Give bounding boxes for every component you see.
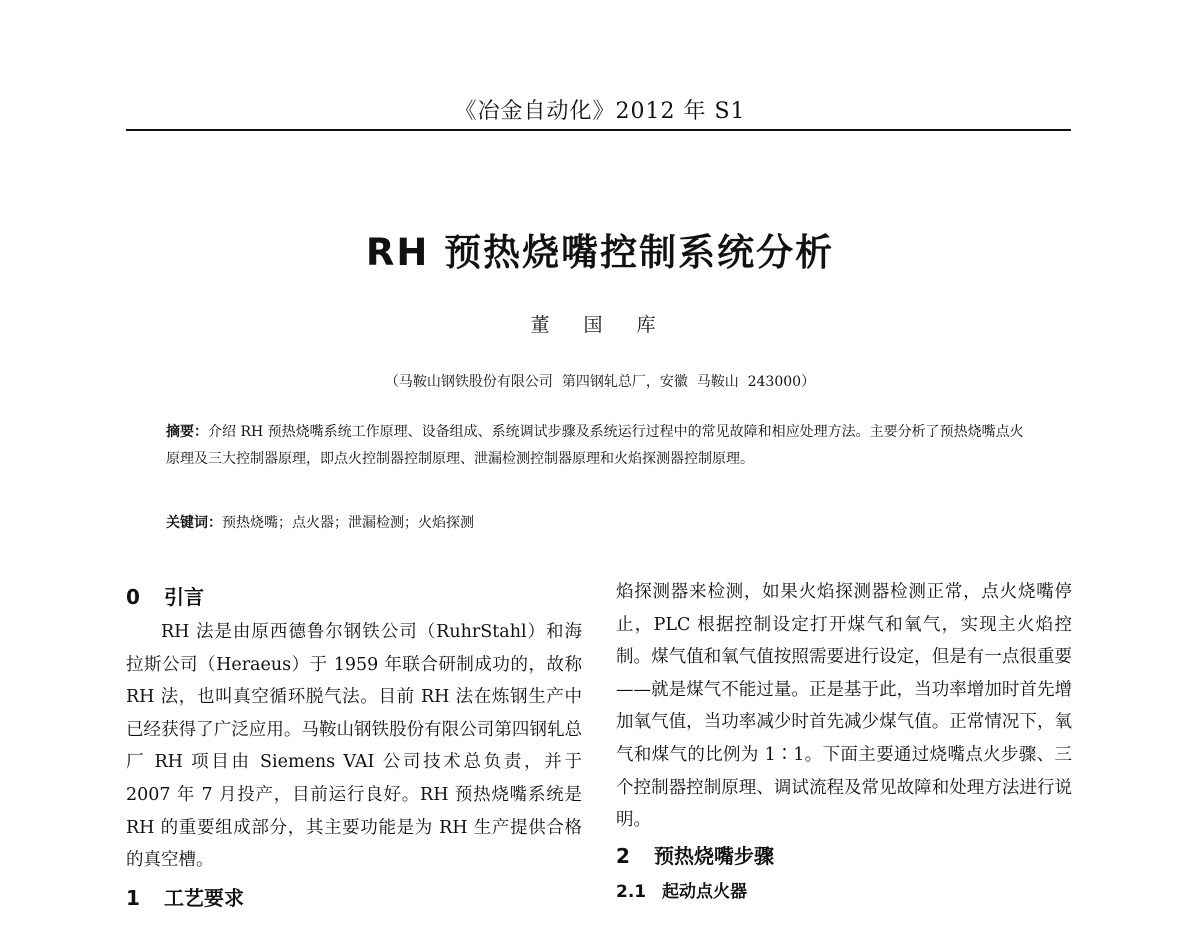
section-heading-process-requirements xyxy=(126,879,582,917)
section-title: 预热烧嘴步骤 xyxy=(654,843,774,868)
abstract-text: 介绍 RH 预热烧嘴系统工作原理、设备组成、系统调试步骤及系统运行过程中的常见故障和相应处理方法。主要分析了预热烧嘴点火原理及三大控制器原理，即点火控制器控制原理、泄漏检测控制器原理和火焰探测器控制原理。 xyxy=(166,424,1024,467)
section-heading-introduction xyxy=(126,578,582,616)
section-heading-burner-steps xyxy=(616,837,1072,875)
abstract xyxy=(166,419,1036,473)
journal-header: 《冶金自动化》2012 年 S1 xyxy=(454,99,746,124)
section-number: 2 xyxy=(616,843,630,868)
intro-paragraph: RH 法是由原西德鲁尔钢铁公司（RuhrStahl）和海拉斯公司（Heraeus）于 1959 年联合研制成功的，故称 RH 法，也叫真空循环脱气法。目前 RH 法在炼钢生产中已经获得了广泛应用。马鞍山钢铁股份有限公司第四钢轧总厂 RH 项目由 Siemens VAI 公司技术总负责，并于 2007 年 7 月投产，目前运行良好。RH 预热烧嘴系统是 RH 的重要组成部分，其主要功能是为 RH 生产提供合格的真空槽。 xyxy=(126,622,582,871)
header-divider xyxy=(126,129,1071,131)
section-title: 工艺要求 xyxy=(164,885,244,910)
section-title: 引言 xyxy=(164,585,204,609)
keywords xyxy=(166,510,1036,537)
section-number: 1 xyxy=(126,885,140,910)
right-column xyxy=(616,576,1072,909)
abstract-label: 摘要： xyxy=(166,424,208,440)
left-column xyxy=(126,578,582,917)
paper-title: RH 预热烧嘴控制系统分析 xyxy=(365,231,835,274)
author-affiliation: （马鞍山钢铁股份有限公司 第四钢轧总厂，安徽 马鞍山 243000） xyxy=(384,374,816,390)
continued-paragraph: 焰探测器来检测，如果火焰探测器检测正常，点火烧嘴停止，PLC 根据控制设定打开煤气和氧气，实现主火焰控制。煤气值和氧气值按照需要进行设定，但是有一点很重要——就是煤气不能过量。正是基于此，当功率增加时首先增加氧气值，当功率减少时首先减少煤气值。正常情况下，氧气和煤气的比例为 1∶1。下面主要通过烧嘴点火步骤、三个控制器控制原理、调试流程及常见故障和处理方法进行说明。 xyxy=(616,582,1072,831)
subsection-number: 2.1 xyxy=(616,881,647,902)
subsection-heading-start-igniter xyxy=(616,875,1072,909)
keywords-label: 关键词： xyxy=(166,515,222,531)
keywords-text: 预热烧嘴；点火器；泄漏检测；火焰探测 xyxy=(222,515,474,531)
section-number: 0 xyxy=(126,585,140,609)
subsection-title: 起动点火器 xyxy=(662,881,747,902)
author-name: 董 国 库 xyxy=(530,314,670,336)
